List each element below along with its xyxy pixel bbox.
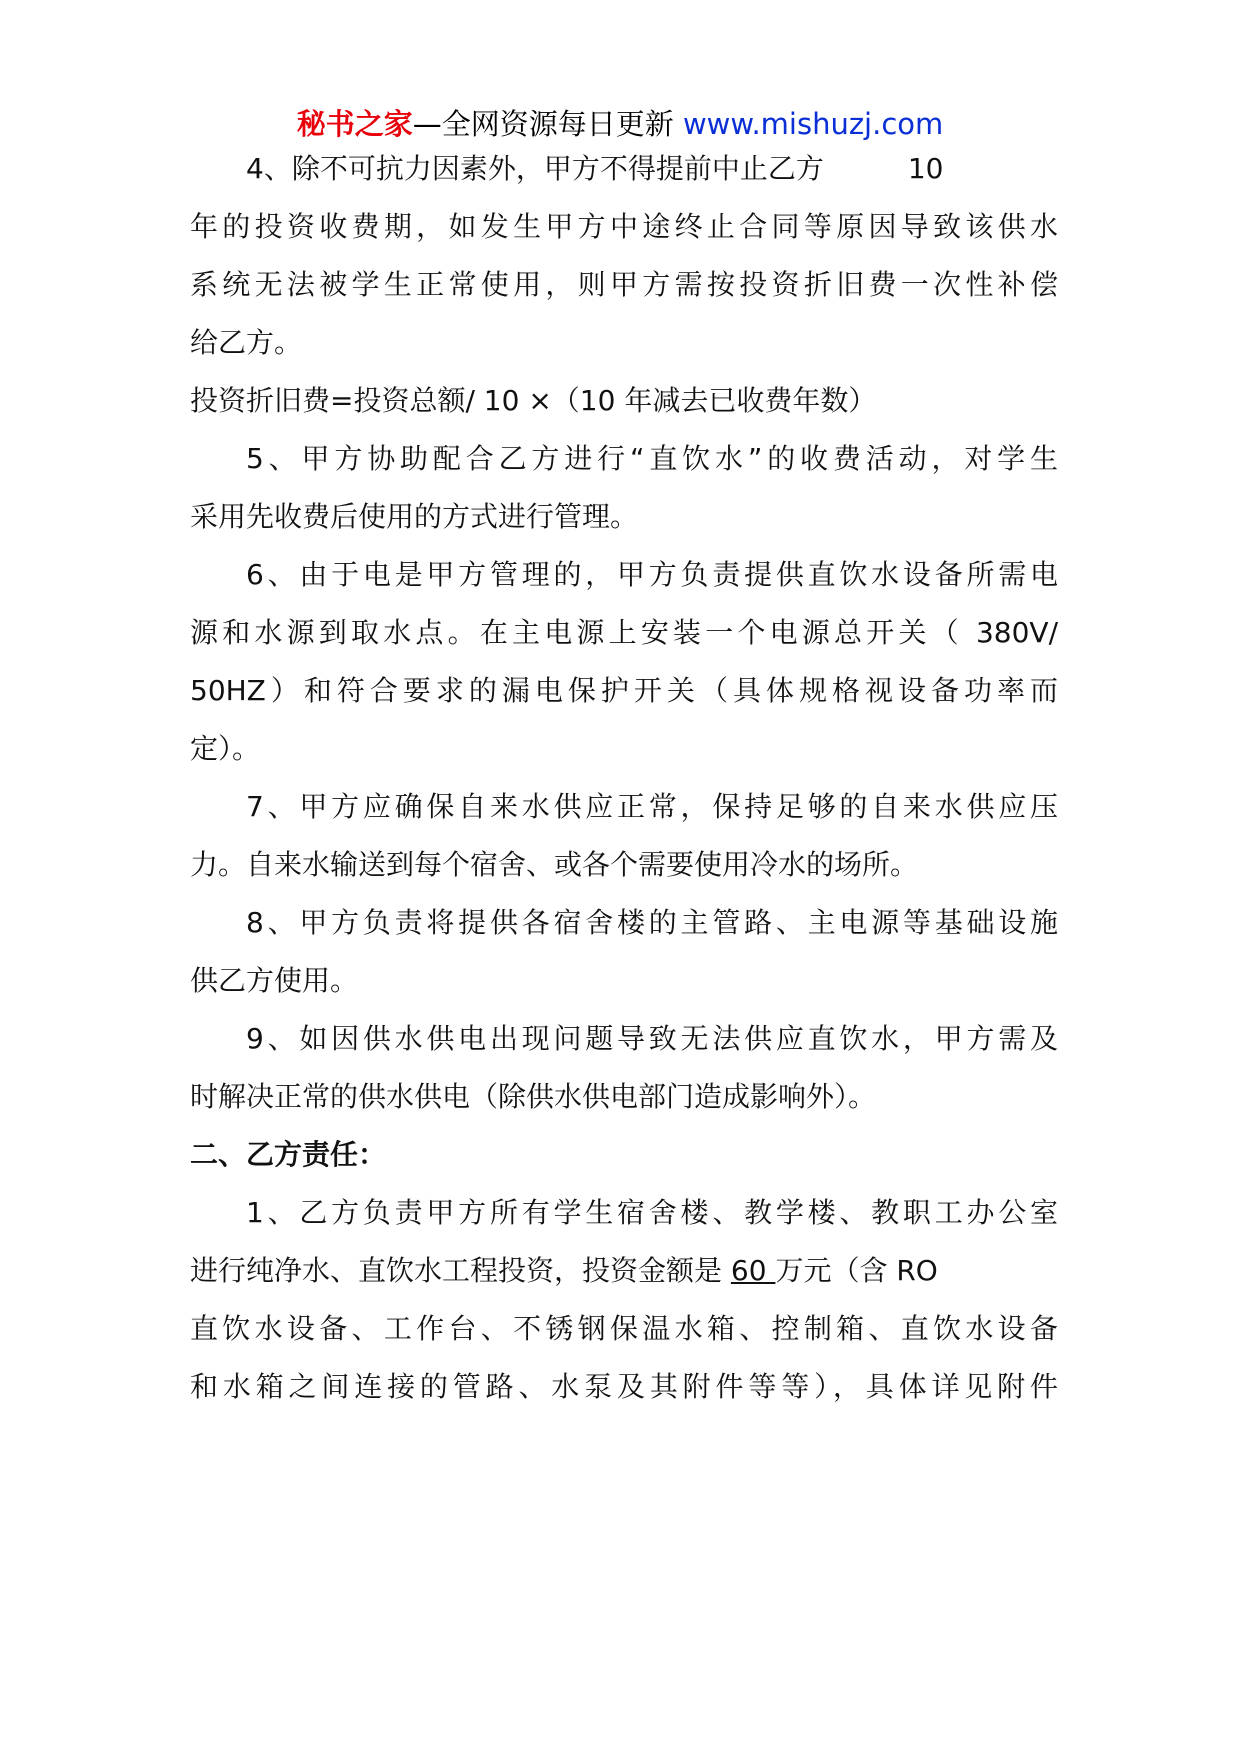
investment-amount-value: 60 (730, 1254, 776, 1287)
paragraph-9-line-1: 9、如因供水供电出现问题导致无法供应直饮水，甲方需及 (246, 1022, 1058, 1055)
paragraph-6-line-3: 50HZ）和符合要求的漏电保护开关（具体规格视设备功率而 (190, 674, 1058, 707)
paragraph-4-line-3: 系统无法被学生正常使用，则甲方需按投资折旧费一次性补偿 (190, 268, 1058, 301)
section-heading-party-b: 二、乙方责任： (190, 1138, 387, 1171)
paragraph-6-line-4: 定）。 (190, 732, 261, 765)
paragraph-5-line-1: 5、甲方协助配合乙方进行“直饮水”的收费活动，对学生 (246, 442, 1058, 475)
paragraph-9-line-2: 时解决正常的供水供电（除供水供电部门造成影响外）。 (190, 1080, 877, 1113)
party-b-paragraph-1-line-1: 1、乙方负责甲方所有学生宿舍楼、教学楼、教职工办公室 (246, 1196, 1058, 1229)
paragraph-4-line-1: 4、除不可抗力因素外，甲方不得提前中止乙方 10 (246, 152, 944, 185)
header-slogan: —全网资源每日更新 (412, 107, 674, 141)
investment-amount-suffix: 万元（含 RO (775, 1254, 938, 1287)
brand-name: 秘书之家 (296, 107, 413, 141)
paragraph-6-line-2: 源和水源到取水点。在主电源上安装一个电源总开关（ 380V/ (190, 616, 1058, 649)
paragraph-5-line-2: 采用先收费后使用的方式进行管理。 (190, 500, 639, 533)
paragraph-7-line-1: 7、甲方应确保自来水供应正常，保持足够的自来水供应压 (246, 790, 1058, 823)
paragraph-4-line-2: 年的投资收费期，如发生甲方中途终止合同等原因导致该供水 (190, 210, 1058, 243)
party-b-paragraph-1-line-4: 和水箱之间连接的管路、水泵及其附件等等），具体详见附件 (190, 1370, 1058, 1403)
site-url-link[interactable]: www.mishuzj.com (682, 107, 944, 141)
site-header (0, 104, 1240, 144)
paragraph-7-line-2: 力。自来水输送到每个宿舍、或各个需要使用冷水的场所。 (190, 848, 919, 881)
paragraph-4-line-4: 给乙方。 (190, 326, 303, 359)
depreciation-formula: 投资折旧费=投资总额/ 10 ×（10 年减去已收费年数） (190, 384, 877, 417)
party-b-paragraph-1-line-3: 直饮水设备、工作台、不锈钢保温水箱、控制箱、直饮水设备 (190, 1312, 1058, 1345)
investment-amount-prefix: 进行纯净水、直饮水工程投资，投资金额是 (190, 1254, 731, 1287)
paragraph-8-line-1: 8、甲方负责将提供各宿舍楼的主管路、主电源等基础设施 (246, 906, 1058, 939)
paragraph-8-line-2: 供乙方使用。 (190, 964, 359, 997)
party-b-paragraph-1-line-2 (190, 1251, 1058, 1291)
paragraph-6-line-1: 6、由于电是甲方管理的，甲方负责提供直饮水设备所需电 (246, 558, 1058, 591)
